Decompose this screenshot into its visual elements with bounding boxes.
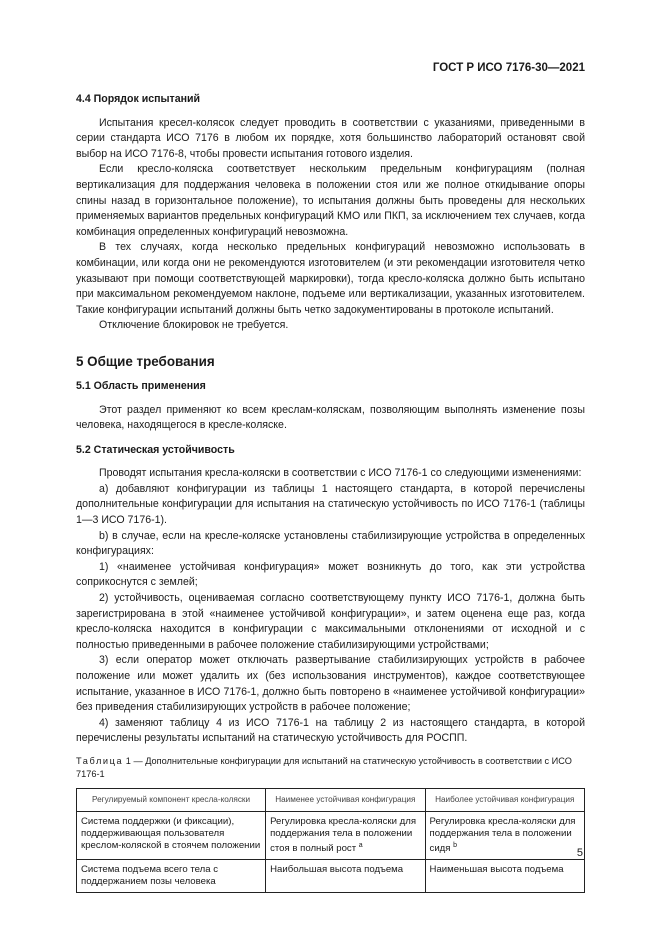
cell-text: Регулировка кресла-коляски для поддержания тела в положении сидя <box>429 816 576 855</box>
table-caption-text: 1 — Дополнительные конфигурации для испытаний на статическую устойчивость в соответствии с ИСО 7176-1 <box>76 755 572 779</box>
section-5-2-heading: 5.2 Статическая устойчивость <box>76 443 235 456</box>
list-item: 2) устойчивость, оцениваемая согласно соответствующему пункту ИСО 7176-1, должна быть зарегистрирована в этой «наименее устойчивой конфигурации», и затем оценена еще раз, когда кресло-коляска находится в конфигурации с максимальными отклонениями от исходной и с полностью приведенными в рабочее положение стабилизирующими устройствами; <box>76 592 585 651</box>
section-5-heading: 5 Общие требования <box>76 353 215 369</box>
list-item: 1) «наименее устойчивая конфигурация» может возникнуть до того, как эти устройства соприкоснутся с землей; <box>76 560 585 589</box>
list-item: 4) заменяют таблицу 4 из ИСО 7176-1 на таблицу 2 из настоящего стандарта, в которой перечислены результаты испытаний на статическую устойчивость для РОСПП. <box>76 716 585 745</box>
cell-text: Регулировка кресла-коляски для поддержания тела в положении стоя в полный рост <box>270 816 417 855</box>
column-header: Наиболее устойчивая конфигурация <box>425 789 584 812</box>
table-row <box>77 860 585 893</box>
footnote-mark: b <box>453 842 458 850</box>
table-row <box>77 812 585 860</box>
list-item: b) в случае, если на кресле-коляске установлены стабилизирующие устройства в определенных конфигурациях: <box>76 529 585 558</box>
paragraph: Этот раздел применяют ко всем креслам-коляскам, позволяющим выполнять изменение позы человека, находящегося в кресле-коляске. <box>76 403 585 432</box>
column-header: Наименее устойчивая конфигурация <box>266 789 425 812</box>
table-cell: Наименьшая высота подъема <box>425 860 584 893</box>
document-id: ГОСТ Р ИСО 7176-30—2021 <box>432 62 585 74</box>
list-item: а) добавляют конфигурации из таблицы 1 настоящего стандарта, в которой перечислены дополнительные конфигурации для испытания на статическую устойчивость по ИСО 7176-1 (таблицы 1—3 ИСО 7176-1). <box>76 482 585 527</box>
section-5-1-heading: 5.1 Область применения <box>76 379 206 392</box>
paragraph: Испытания кресел-колясок следует проводить в соответствии с указаниями, приведенными в серии стандарта ИСО 7176 в любом их порядке, хотя большинство лабораторий остановят свой выбор на ИСО 7176-8, чтобы провести испытания готового изделия. <box>76 116 585 160</box>
footnote-mark: a <box>358 842 363 850</box>
table-cell: Наибольшая высота подъема <box>266 860 425 893</box>
column-header: Регулируемый компонент кресла-коляски <box>77 789 266 812</box>
table-caption <box>76 755 585 780</box>
paragraph: Если кресло-коляска соответствует нескольким предельным конфигурациям (полная вертикализация для поддержания человека в положении стоя или же полное откидывание опоры спины назад в горизонтальное положение), то испытания должны быть проведены для нескольких применяемых вариантов предельных конфигураций КМО или ПКП, за исключением тех случаев, когда комбинация определенных конфигураций невозможна. <box>76 163 585 238</box>
table-caption-label: Таблица <box>76 755 124 766</box>
paragraph: Отключение блокировок не требуется. <box>99 319 289 332</box>
table-cell: Система поддержки (и фиксации), поддерживающая пользователя креслом-коляской в стоячем положении <box>77 812 266 860</box>
table-cell: Система подъема всего тела с поддержанием позы человека <box>77 860 266 893</box>
page-number: 5 <box>576 847 583 859</box>
table-cell <box>425 812 584 860</box>
table-cell <box>266 812 425 860</box>
paragraph: Проводят испытания кресла-коляски в соответствии с ИСО 7176-1 со следующими изменениями: <box>99 467 582 480</box>
table-header-row <box>77 789 585 812</box>
section-4-4-heading: 4.4 Порядок испытаний <box>76 93 201 105</box>
page-content <box>76 92 585 893</box>
table-1 <box>76 788 585 893</box>
paragraph: В тех случаях, когда несколько предельных конфигураций невозможно использовать в комбинации, или когда они не рекомендуются изготовителем (и эти рекомендации изготовителя четко указывают при помощи соответствующей маркировки), тогда кресло-коляска должно быть испытано при максимальном рекомендуемом наклоне, подъеме или вертикализации, указанных изготовителем. Такие конфигурации испытаний должны быть четко задокументированы в протоколе испытаний. <box>76 241 585 316</box>
list-item: 3) если оператор может отключать развертывание стабилизирующих устройств в рабочее положение или может удалить их (без использования инструментов), каждое соответствующее испытание, указанное в ИСО 7176-1, должно быть повторено в «наименее устойчивой конфигурации» без приведения стабилизирующих устройств в рабочее положение; <box>76 654 585 714</box>
